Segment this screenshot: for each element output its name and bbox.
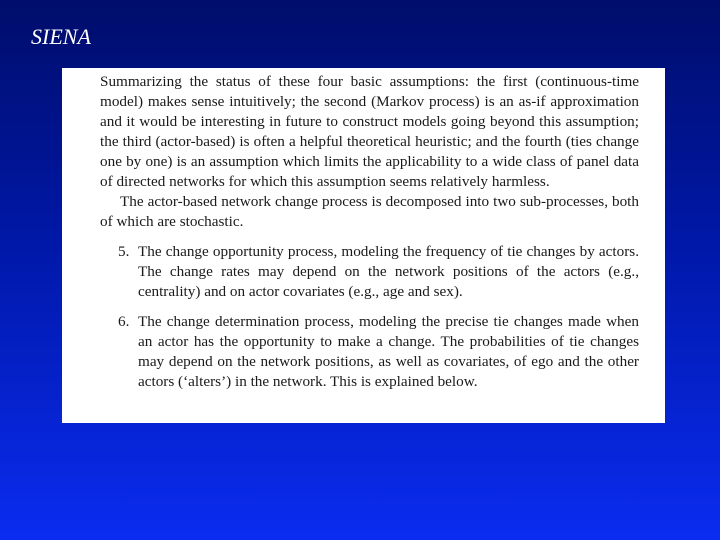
slide-title: SIENA (31, 24, 91, 49)
list-item-number: 5. (118, 243, 130, 260)
list-item-number: 6. (118, 313, 130, 330)
list-item-text: The change opportunity process, modeling the frequency of tie changes by actors. The change rates may depend on the network positions of the actors (e.g., centrality) and on actor covariates (e.g., age and sex). (138, 243, 639, 300)
decomposition-paragraph: The actor-based network change process is decomposed into two sub-processes, both of which are stochastic. (100, 193, 639, 230)
list-item-text: The change determination process, modeling the precise tie changes made when an actor has the opportunity to make a change. The probabilities of tie changes may depend on the network positions, as well as covariates, of ego and the other actors (‘alters’) in the network. This is explained below. (138, 313, 639, 390)
list-item (100, 242, 639, 302)
summary-paragraph: Summarizing the status of these four basic assumptions: the first (continuous-time model) makes sense intuitively; the second (Markov process) is an as-if approximation and it would be interesting in future to construct models going beyond this assumption; the third (actor-based) is often a helpful theoretical heuristic; and the fourth (ties change one by one) is an assumption which limits the applicability to a wide class of panel data of directed networks for which this assumption seems relatively harmless. (100, 73, 639, 190)
list-item (100, 312, 639, 392)
text-excerpt-image (62, 68, 665, 423)
